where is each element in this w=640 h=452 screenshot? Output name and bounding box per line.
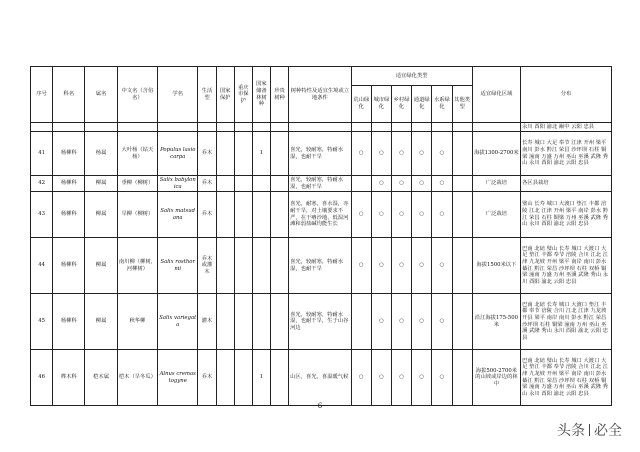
cell-genus: 柳属 [85, 176, 117, 192]
cell-distribution: 长寿 城口 大足 奉节 江津 开州 梁平 南川 彭水 黔江 荣昌 沙坪坝 石柱 铜梁 潼南 万盛 万州 巫山 巫溪 武隆 秀山 永川 酉阳 渝北 云阳 忠县 [521, 132, 612, 176]
cell-mark [351, 176, 371, 192]
header-national: 国家保护 [216, 67, 234, 123]
cell-traits: 喜光，较耐寒，特耐水湿，也耐干旱 [289, 238, 352, 294]
cell-mark: ○ [412, 350, 432, 406]
table-row [31, 350, 612, 406]
cell-mark [351, 294, 371, 350]
cell-mark: ○ [432, 294, 452, 350]
header-family: 科名 [53, 67, 85, 123]
cell-national [216, 192, 234, 238]
cell-mark: ○ [432, 238, 452, 294]
cell-mark: ○ [351, 132, 371, 176]
cell-cn-name: 垂柳（柳树） [117, 176, 157, 192]
header-region: 适宜绿化区域 [472, 67, 520, 123]
cell-sci-name: Salix babylonica [158, 176, 198, 192]
cell-mark: ○ [432, 176, 452, 192]
cell-genus: 杨属 [85, 132, 117, 176]
cell-mark [452, 350, 472, 406]
cell-chongqing [234, 294, 252, 350]
cell-mark: ○ [432, 132, 452, 176]
cell-mark: ○ [391, 132, 411, 176]
watermark-right: 必全 [594, 423, 622, 439]
cell-genus: 桤木属 [85, 350, 117, 406]
header-sub-type: 荒山绿化 [351, 86, 371, 123]
table-row [31, 238, 612, 294]
cell-region: 广泛栽培 [472, 176, 520, 192]
cell-mark: ○ [351, 238, 371, 294]
cell-genus: 柳属 [85, 294, 117, 350]
cell-chongqing [234, 350, 252, 406]
cell-rare [270, 294, 288, 350]
cell-region: 海拔500-2700米的山坡或岸边的林中 [472, 350, 520, 406]
cell-sci-name: Salix matsudana [158, 192, 198, 238]
cell-mark: ○ [391, 238, 411, 294]
cell-region: 沿江海拔175-500米 [472, 294, 520, 350]
cell-mark: ○ [371, 192, 391, 238]
table-row [31, 132, 612, 176]
cell-life-form: 灌木 [198, 294, 216, 350]
cell-mark: ○ [391, 294, 411, 350]
cell-family: 杨柳科 [53, 238, 85, 294]
cell-reserve: 1 [252, 132, 270, 176]
cell-rare [270, 192, 288, 238]
cell-region: 海拔1500米以下 [472, 238, 520, 294]
cell-cn-name: 南川柳（柳树，河柳树） [117, 238, 157, 294]
cell-life-form: 乔木或灌木 [198, 238, 216, 294]
header-sub-type: 水系绿化 [432, 86, 452, 123]
cell-distribution: 巴南 北碚 璧山 长寿 城口 大渡口 大足 垫江 丰都 奉节 涪陵 合川 江北 江津 九龙坡 开州 梁平 南岸 南川 彭水 綦江 黔江 荣昌 沙坪坝 石柱 双桥 铜梁 潼南 万盛 万州 巫溪 武隆 秀山 永川 酉阳 渝北 云阳 忠县 [521, 238, 612, 294]
cell-mark: ○ [351, 350, 371, 406]
cell-rare [270, 176, 288, 192]
cell-traits: 喜光，较耐寒，特耐水湿，也耐干旱 [289, 176, 352, 192]
cell-mark: ○ [371, 132, 391, 176]
cell-life-form: 乔木 [198, 132, 216, 176]
cell-traits: 喜光，耐寒，喜水湿，亦耐干旱，对土壤要求不严，在干瘠沙地、低湿河滩和弱盐碱均能生长 [289, 192, 352, 238]
cell-family: 杨柳科 [53, 192, 85, 238]
header-distribution: 分布 [521, 67, 612, 123]
watermark-divider [589, 424, 590, 436]
cell-life-form: 乔木 [198, 192, 216, 238]
cell-sci-name: Salix variegata [158, 294, 198, 350]
cell-mark: ○ [412, 132, 432, 176]
cell-mark [452, 192, 472, 238]
cell-reserve [252, 238, 270, 294]
cell-cn-name: 旱柳（柳树） [117, 192, 157, 238]
cell-chongqing [234, 132, 252, 176]
page-number: 6 [317, 402, 323, 410]
cell-no: 44 [31, 238, 53, 294]
cell-chongqing [234, 176, 252, 192]
cell-rare [270, 132, 288, 176]
cell-chongqing [234, 192, 252, 238]
header-sub-type: 城市绿化 [371, 86, 391, 123]
table-row [31, 176, 612, 192]
header-traits: 树种特性及适宜生境或立地条件 [289, 67, 352, 123]
cell-traits: 喜光，较耐寒，特耐水湿，也耐干旱，生于山谷河边 [289, 294, 352, 350]
header-chongqing: 重庆市保护 [234, 67, 252, 123]
cell-life-form: 乔木 [198, 350, 216, 406]
cell-no: 41 [31, 132, 53, 176]
cell-mark [452, 238, 472, 294]
cell-mark: ○ [432, 192, 452, 238]
cell-sci-name: Alnus cremastogyne [158, 350, 198, 406]
cell-national [216, 238, 234, 294]
cell-region: 海拔1300-2700米 [472, 132, 520, 176]
tree-species-table [30, 66, 612, 406]
cell-reserve [252, 192, 270, 238]
cell-mark: ○ [412, 238, 432, 294]
header-cn-name: 中文名（含俗名） [117, 67, 157, 123]
cell-mark: ○ [371, 176, 391, 192]
cell-mark [452, 176, 472, 192]
cell-genus: 柳属 [85, 238, 117, 294]
cell-cn-name: 大叶杨（钻天杨） [117, 132, 157, 176]
cell-cn-name: 秋华柳 [117, 294, 157, 350]
cell-sci-name: Populus lasiocarpa [158, 132, 198, 176]
header-row-1 [31, 67, 612, 86]
cell-traits: 山区，喜光，喜温暖气候 [289, 350, 352, 406]
cell-no: 42 [31, 176, 53, 192]
cell-reserve: 1 [252, 350, 270, 406]
cell-mark: ○ [432, 350, 452, 406]
cell-distribution: 巴南 北碚 长寿 城口 大渡口 垫江 丰都 奉节 涪陵 合川 江北 江津 九龙坡 开县 梁平 南岸 南川 彭水 黔江 荣昌 沙坪坝 石柱 铜梁 潼南 万州 巫山 巫溪 武隆 秀山 永川 酉阳 渝北 云阳 忠县 [521, 294, 612, 350]
cell-cn-name: 桤木（旱冬瓜） [117, 350, 157, 406]
header-sub-type: 其他类型 [452, 86, 472, 123]
cell-no: 46 [31, 350, 53, 406]
header-life-form: 生活型 [198, 67, 216, 123]
cell-mark: ○ [391, 350, 411, 406]
table-row [31, 294, 612, 350]
cell-mark: ○ [391, 192, 411, 238]
header-sub-type: 乡村绿化 [391, 86, 411, 123]
cell-no: 45 [31, 294, 53, 350]
cell-national [216, 176, 234, 192]
cell-mark: ○ [412, 192, 432, 238]
cell-mark: ○ [351, 192, 371, 238]
watermark-left: 头条 [557, 423, 585, 439]
cell-mark: ○ [371, 294, 391, 350]
cell-family: 桦木科 [53, 350, 85, 406]
cell-genus: 柳属 [85, 192, 117, 238]
cell-national [216, 350, 234, 406]
header-reserve: 国家储备林树种 [252, 67, 270, 123]
cell-reserve [252, 294, 270, 350]
cell-distribution: 永川 酉阳 渝北 巅中 云阳 忠县 [521, 123, 612, 132]
cell-mark [452, 294, 472, 350]
cell-mark: ○ [412, 176, 432, 192]
header-sci-name: 学名 [158, 67, 198, 123]
cell-distribution: 璧山 长寿 城口 大渡口 垫江 丰都 涪陵 江北 江津 开州 梁平 南岸 彭水 黔江 荣昌 石柱 铜梁 万州 巫溪 武隆 秀山 永川 酉阳 渝北 云阳 忠县 [521, 192, 612, 238]
cell-mark [452, 132, 472, 176]
cell-family: 杨柳科 [53, 132, 85, 176]
cell-family: 杨柳科 [53, 176, 85, 192]
header-rare: 珍贵树种 [270, 67, 288, 123]
continued-row [31, 123, 612, 132]
cell-rare [270, 350, 288, 406]
header-sub-type: 通道绿化 [412, 86, 432, 123]
cell-distribution: 各区县栽培 [521, 176, 612, 192]
cell-family: 杨柳科 [53, 294, 85, 350]
cell-mark: ○ [371, 238, 391, 294]
cell-life-form: 乔木 [198, 176, 216, 192]
cell-region: 广泛栽培 [472, 192, 520, 238]
header-suitable-types: 适宜绿化类型 [351, 67, 472, 86]
cell-no: 43 [31, 192, 53, 238]
cell-reserve [252, 176, 270, 192]
cell-mark: ○ [391, 176, 411, 192]
cell-traits: 喜光，较耐寒，特耐水湿，也耐干旱 [289, 132, 352, 176]
header-genus: 属名 [85, 67, 117, 123]
cell-distribution: 巴南 北碚 璧山 长寿 城口 大渡口 大足 垫江 丰都 奉节 涪陵 合川 江北 江津 九龙坡 开州 梁平 南岸 南川 彭水 綦江 黔江 荣昌 沙坪坝 石柱 双桥 铜梁 潼南 万盛 万州 巫山 巫溪 武隆 秀山 永川 酉阳 渝北 云阳 忠县 [521, 350, 612, 406]
cell-mark: ○ [412, 294, 432, 350]
cell-sci-name: Salix rosthornii [158, 238, 198, 294]
watermark [557, 420, 622, 440]
header-no: 序号 [31, 67, 53, 123]
cell-rare [270, 238, 288, 294]
table-row [31, 192, 612, 238]
cell-mark: ○ [371, 350, 391, 406]
cell-chongqing [234, 238, 252, 294]
cell-national [216, 294, 234, 350]
cell-national [216, 132, 234, 176]
